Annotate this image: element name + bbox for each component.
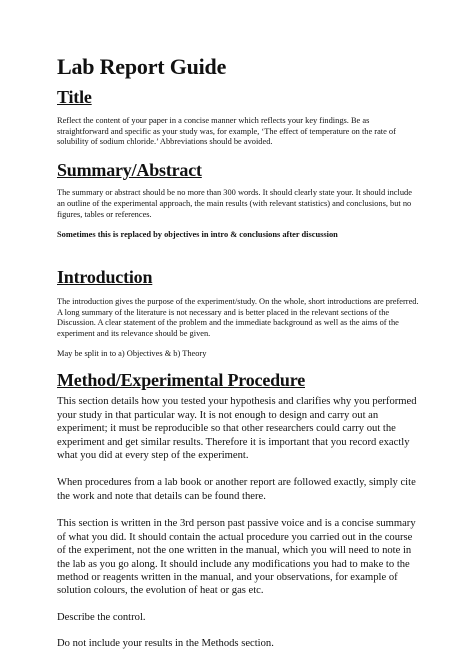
introduction-paragraph: The introduction gives the purpose of the experiment/study. On the whole, short introductions are preferred. A long summary of the literature is not necessary and is better placed in the relevant sections of the Discussion. A clear statement of the problem and the immediate background as well as the aims of the experiment and its relevance should be given. [57, 296, 419, 339]
method-paragraph-3: This section is written in the 3rd person past passive voice and is a concise summary of what you did. It should contain the actual procedure you carried out in the course of the experiment, not the one written in the manual, which you will need to note in the lab as you go along. It should include any modifications you had to make to the method or reagents written in the manual, and your observations, for example of solution colours, the evolution of heat or gas etc. [57, 518, 416, 597]
summary-note: Sometimes this is replaced by objectives in intro & conclusions after discussion [57, 230, 338, 240]
section-heading-introduction: Introduction [57, 266, 153, 287]
document-title: Lab Report Guide [57, 54, 227, 79]
method-paragraph-2: When procedures from a lab book or another report are followed exactly, simply cite the work and note that details can be found there. [57, 477, 416, 502]
introduction-split-note: May be split in to a) Objectives & b) Theory [57, 348, 207, 358]
document-body [57, 54, 419, 651]
title-paragraph: Reflect the content of your paper in a concise manner which reflects your key findings. Be as straightforward and specific as your study was, for example, ‘The effect of temperature on the rate of solubility of sodium chloride.’ Abbreviations should be avoided. [57, 116, 396, 147]
section-heading-method: Method/Experimental Procedure [57, 370, 305, 391]
summary-paragraph: The summary or abstract should be no more than 300 words. It should clearly state your. It should include an outline of the experimental approach, the main results (with relevant statistics) and conclusions, but no figures, tables or references. [57, 188, 412, 219]
method-paragraph-5: Do not include your results in the Methods section. [57, 638, 274, 650]
section-heading-title: Title [57, 87, 92, 107]
method-paragraph-4: Describe the control. [57, 611, 146, 623]
section-heading-summary: Summary/Abstract [57, 160, 202, 181]
method-paragraph-1: This section details how you tested your hypothesis and clarifies why you performed your study in that particular way. It is not enough to design and carry out an experiment; it must be reproducible so that other researchers could carry out the experiment and get similar results. Therefore it is important that you record exactly what you did at every step of the experiment. [57, 396, 417, 462]
